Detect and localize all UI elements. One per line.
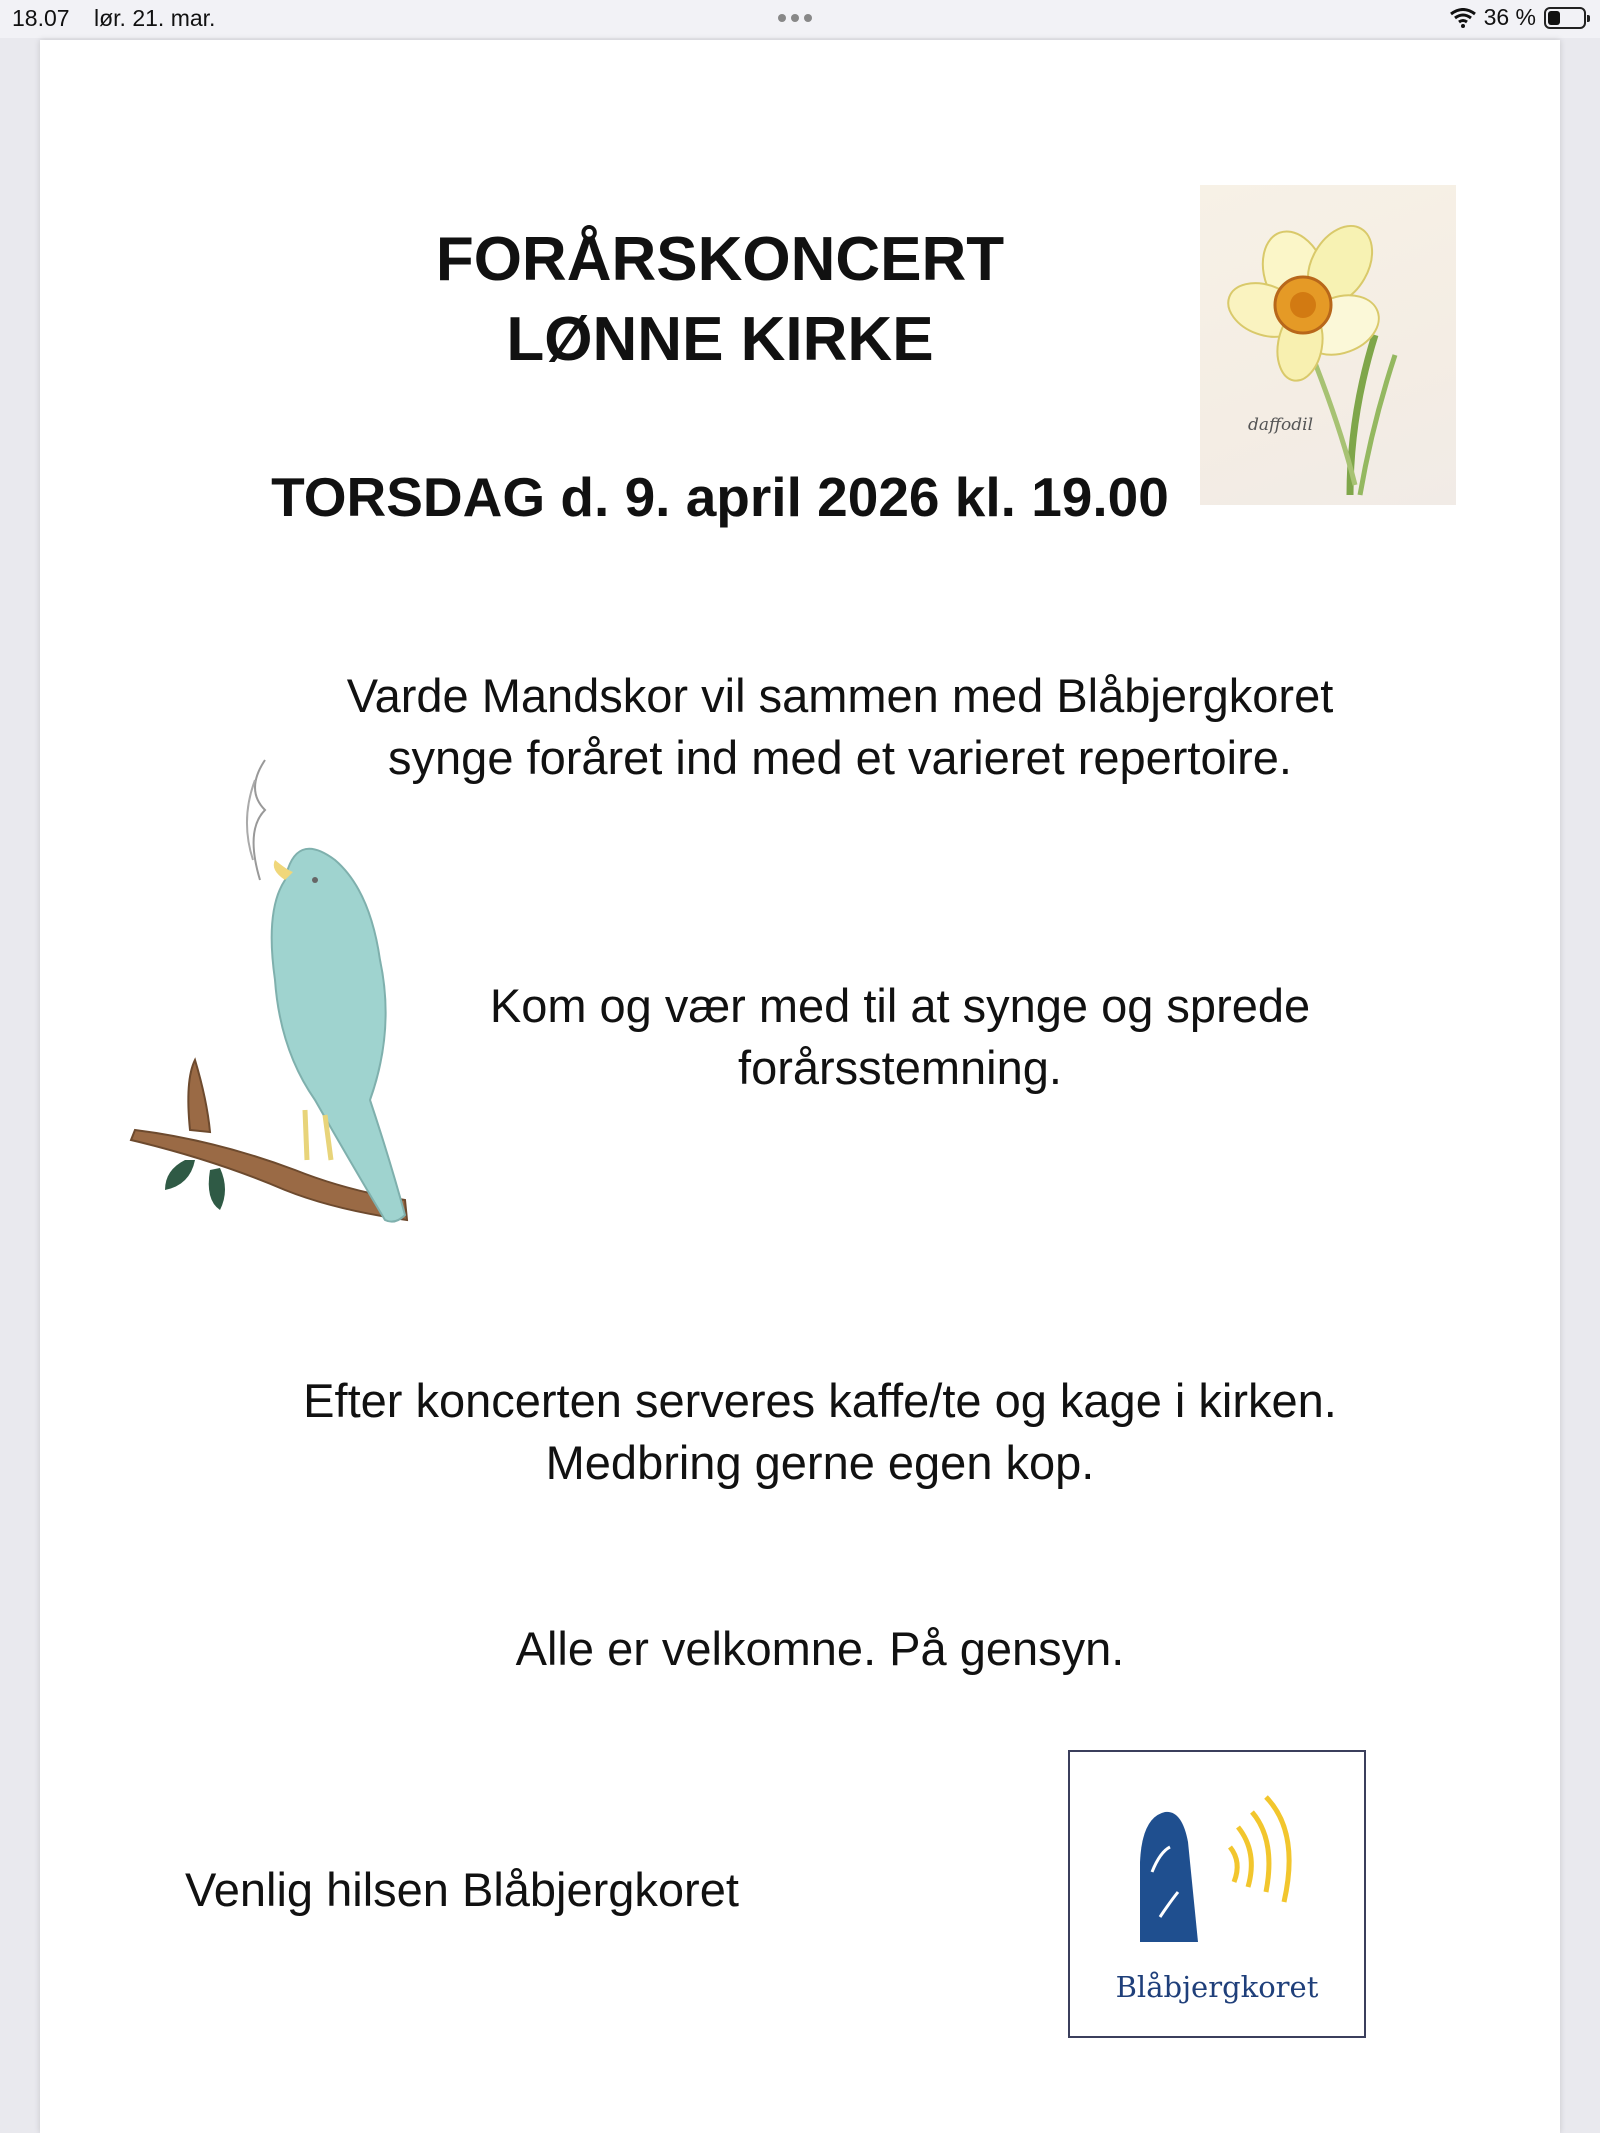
battery-percent: 36 % (1483, 4, 1536, 30)
bird-on-branch-icon (95, 720, 475, 1240)
choir-logo-icon (1070, 1752, 1368, 1972)
paragraph-invite-line-1: Kom og vær med til at synge og sprede (489, 979, 1311, 1032)
paragraph-invite (420, 975, 1380, 1099)
blaabjergkoret-logo (1068, 1750, 1366, 2038)
poster-title (160, 220, 1280, 380)
battery-fill (1548, 11, 1560, 25)
greeting: Venlig hilsen Blåbjergkoret (185, 1863, 739, 1916)
wifi-icon (1450, 8, 1476, 28)
daffodil-icon (1200, 185, 1456, 505)
paragraph-coffee-line-1: Efter koncerten serveres kaffe/te og kage i kirken. (303, 1374, 1337, 1427)
daffodil-image (1200, 185, 1456, 505)
paragraph-choirs-line-2: synge foråret ind med et varieret repertoire. (388, 731, 1292, 784)
battery-icon (1544, 7, 1586, 29)
logo-text: Blåbjergkoret (1115, 1970, 1319, 2004)
paragraph-coffee (200, 1370, 1440, 1494)
status-date: lør. 21. mar. (94, 5, 216, 31)
paragraph-choirs (270, 665, 1410, 789)
document-page (40, 40, 1560, 2133)
paragraph-welcome: Alle er velkomne. På gensyn. (515, 1622, 1125, 1675)
status-bar (0, 0, 1600, 38)
title-line-1: FORÅRSKONCERT (435, 225, 1005, 294)
paragraph-choirs-line-1: Varde Mandskor vil sammen med Blåbjergkoret (346, 669, 1334, 722)
title-line-2: LØNNE KIRKE (506, 305, 934, 374)
paragraph-coffee-line-2: Medbring gerne egen kop. (545, 1436, 1095, 1489)
daffodil-caption: daffodil (1248, 415, 1314, 435)
status-right (1450, 4, 1586, 31)
concert-date: TORSDAG d. 9. april 2026 kl. 19.00 (271, 466, 1169, 528)
paragraph-invite-line-2: forårsstemning. (738, 1041, 1062, 1094)
multitasking-dots-icon[interactable] (778, 14, 812, 22)
status-time: 18.07 (12, 5, 70, 31)
